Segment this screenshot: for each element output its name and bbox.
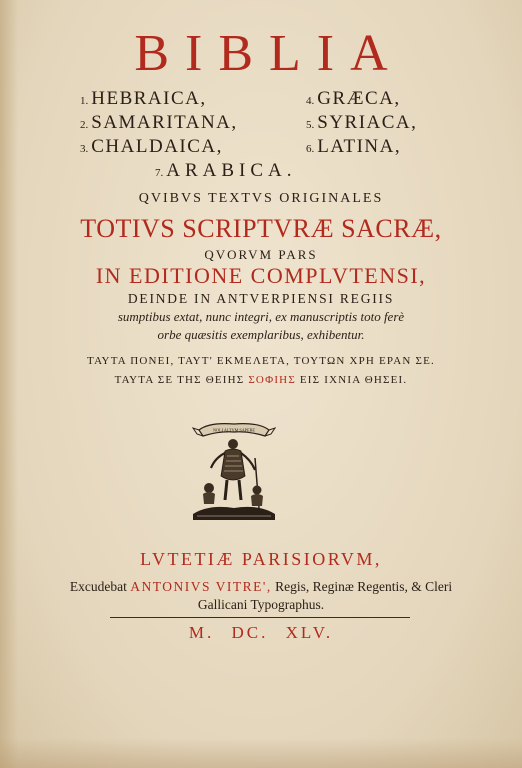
edition-item-6 xyxy=(306,136,401,158)
edition-item-2 xyxy=(80,112,238,134)
edition-name: CHALDAICA, xyxy=(91,136,223,157)
edition-name: HEBRAICA, xyxy=(91,88,207,109)
subtitle-quibus: QVIBVS TEXTVS ORIGINALES xyxy=(138,191,384,206)
imprint-year: M. DC. XLV. xyxy=(188,623,334,642)
imprint-printer-line xyxy=(0,579,522,595)
subtitle-deinde: DEINDE IN ANTVERPIENSI REGIIS xyxy=(127,291,395,306)
emblem-banner-text: NOLI ALTVM SAPERE xyxy=(213,427,255,433)
imprint-excudebat: Excudebat xyxy=(69,579,131,594)
edition-number: 4. xyxy=(306,95,315,107)
edition-item-3 xyxy=(80,136,223,158)
imprint-divider xyxy=(110,617,410,618)
subtitle-complutensi: IN EDITIONE COMPLVTENSI, xyxy=(95,263,427,288)
page-bottom-shadow xyxy=(0,738,522,768)
subtitle-totius: TOTIVS SCRIPTVRÆ SACRÆ, xyxy=(80,214,442,243)
edition-name: GRÆCA, xyxy=(317,88,401,109)
edition-number: 1. xyxy=(80,95,89,107)
edition-item-1 xyxy=(80,88,207,110)
edition-number: 5. xyxy=(306,119,315,131)
book-title: BIBLIA xyxy=(134,25,404,82)
greek-motto-part: ΕΙΣ ΙΧΝΙΑ ΘΗΣΕΙ. xyxy=(295,374,408,386)
edition-name: LATINA, xyxy=(317,136,402,157)
imprint-gallicani: Gallicani Typographus. xyxy=(197,597,325,612)
imprint-printer-name: ANTONIVS VITRE', xyxy=(130,579,272,594)
greek-motto-line-1: ΤΑΥΤΑ ΠΟΝΕΙ, ΤΑΥΤ' ΕΚΜΕΛΕΤΑ, ΤΟΥΤΩΝ ΧΡΗ ΕΡΑΝ ΣΕ. xyxy=(87,355,435,367)
edition-item-7 xyxy=(155,160,297,182)
edition-item-5 xyxy=(306,112,417,134)
subtitle-sumptibus: sumptibus extat, nunc integri, ex manuscriptis toto ferè xyxy=(117,309,405,324)
edition-number: 7. xyxy=(155,167,164,179)
edition-item-4 xyxy=(306,88,401,110)
subtitle-orbe: orbe quæsitis exemplaribus, exhibentur. xyxy=(157,327,365,342)
printers-device-emblem xyxy=(189,418,279,528)
edition-name: ARABICA. xyxy=(166,160,297,181)
greek-motto-part: ΤΑΥΤΑ ΣΕ ΤΗΣ ΘΕΙΗΣ xyxy=(114,374,249,386)
greek-motto-highlight: ΣΟΦΙΗΣ xyxy=(248,374,296,386)
greek-motto-line-2 xyxy=(0,374,522,386)
edition-number: 3. xyxy=(80,143,89,155)
edition-name: SYRIACA, xyxy=(317,112,418,133)
edition-number: 6. xyxy=(306,143,315,155)
subtitle-quorum: QVORVM PARS xyxy=(204,247,318,262)
edition-name: SAMARITANA, xyxy=(91,112,238,133)
imprint-titles: Regis, Reginæ Regentis, & Cleri xyxy=(271,579,453,594)
edition-number: 2. xyxy=(80,119,89,131)
imprint-city: LVTETIÆ PARISIORVM, xyxy=(140,549,382,569)
